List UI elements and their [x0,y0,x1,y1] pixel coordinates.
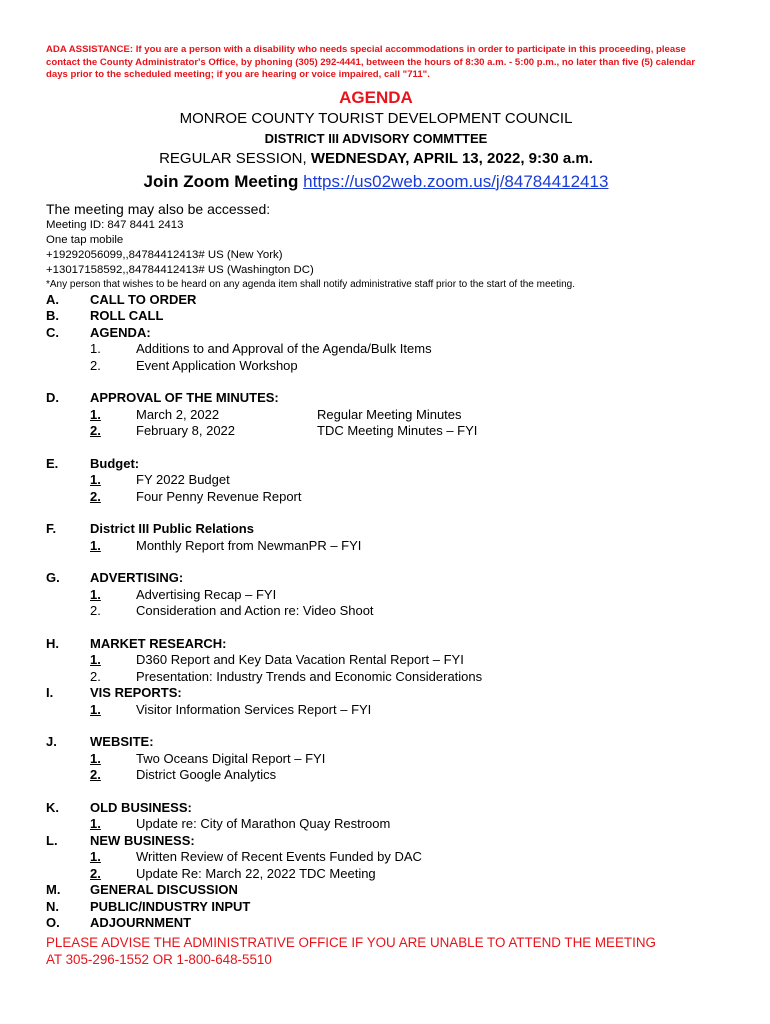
section-agenda [46,325,706,342]
section-title: PUBLIC/INDUSTRY INPUT [90,898,251,914]
item-number: 2. [90,767,101,782]
ada-notice: ADA ASSISTANCE: If you are a person with a disability who needs special accommodations in order to participate in this proceeding, please contact the County Administrator's Office, by phoning (305) 292-4441, between the hours of 8:30 a.m. - 5:00 p.m., no later than five (5) calendar days prior to the scheduled meeting; if you are hearing or voice impaired, call "711". [46,44,696,80]
item-number: 1. [90,537,101,553]
section-title: AGENDA: [90,324,151,340]
footer-line-1: PLEASE ADVISE THE ADMINISTRATIVE OFFICE IF YOU ARE UNABLE TO ATTEND THE MEETING [46,934,656,950]
section-market-research [46,636,706,653]
section-title: CALL TO ORDER [90,291,197,307]
section-title: WEBSITE: [90,734,154,749]
section-title: APPROVAL OF THE MINUTES: [90,390,279,405]
section-letter: G. [46,570,60,585]
section-title: OLD BUSINESS: [90,799,192,815]
footer-notice [46,934,706,968]
list-item [46,587,706,604]
item-text: Four Penny Revenue Report [136,488,302,504]
section-title: ROLL CALL [90,308,164,323]
item-number: 2. [90,865,101,881]
item-text: Update Re: March 22, 2022 TDC Meeting [136,865,376,881]
section-letter: B. [46,308,59,323]
speaker-notice: *Any person that wishes to be heard on any agenda item shall notify administrative staff prior to the start of the meeting. [46,278,575,290]
section-letter: H. [46,635,59,651]
list-item [46,407,706,424]
section-letter: F. [46,521,57,536]
section-letter: J. [46,734,57,749]
item-text: Additions to and Approval of the Agenda/Bulk Items [136,341,432,356]
session-line [46,150,706,168]
list-item [46,816,706,833]
item-number: 1. [90,406,101,422]
section-budget [46,456,706,473]
item-number: 2. [90,488,101,504]
section-letter: O. [46,915,60,930]
section-advertising [46,570,706,587]
section-title: MARKET RESEARCH: [90,635,227,651]
council-name: MONROE COUNTY TOURIST DEVELOPMENT COUNCIL [179,109,573,127]
item-number: 1. [90,849,101,864]
item-number: 1. [90,750,101,766]
list-item [46,358,706,375]
zoom-line [46,171,706,193]
section-adjournment [46,915,706,932]
item-number: 2. [90,603,101,618]
zoom-link[interactable]: https://us02web.zoom.us/j/84784412413 [303,171,609,191]
section-old-business [46,800,706,817]
list-item [46,423,706,440]
section-vis-reports [46,685,706,702]
item-text: Monthly Report from NewmanPR – FYI [136,537,362,553]
meeting-id: Meeting ID: 847 8441 2413 [46,218,184,231]
section-title: GENERAL DISCUSSION [90,882,238,897]
section-title: NEW BUSINESS: [90,832,195,848]
item-text: Two Oceans Digital Report – FYI [136,750,326,766]
phone-new-york: +19292056099,,84784412413# US (New York) [46,248,283,261]
section-letter: K. [46,799,59,815]
section-title: Budget: [90,455,140,471]
item-text: February 8, 2022 [136,423,236,438]
district-name: DISTRICT III ADVISORY COMMTTEE [264,130,488,146]
section-call-to-order [46,292,706,309]
item-number: 1. [90,652,101,667]
item-number: 2. [90,668,101,684]
page-title: AGENDA [339,87,413,107]
list-item [46,767,706,784]
list-item [46,751,706,768]
list-item [46,603,706,620]
item-note: Regular Meeting Minutes [317,406,462,422]
section-public-input [46,899,706,916]
item-number: 1. [90,341,101,356]
session-date: WEDNESDAY, APRIL 13, 2022, 9:30 a.m. [310,149,593,167]
section-letter: C. [46,324,59,340]
list-item [46,489,706,506]
item-number: 1. [90,701,101,717]
list-item [46,866,706,883]
list-item [46,669,706,686]
list-item [46,702,706,719]
section-letter: N. [46,898,59,914]
list-item [46,472,706,489]
item-number: 1. [90,586,101,602]
section-letter: E. [46,455,59,471]
item-text: Consideration and Action re: Video Shoot [136,603,374,618]
item-note: TDC Meeting Minutes – FYI [317,423,478,438]
section-general-discussion [46,882,706,899]
section-approval-of-minutes [46,390,706,407]
item-text: Presentation: Industry Trends and Economic Considerations [136,668,483,684]
session-prefix: REGULAR SESSION, [159,149,311,167]
section-letter: M. [46,882,61,897]
list-item [46,652,706,669]
item-text: Written Review of Recent Events Funded by DAC [136,849,422,864]
section-title: ADJOURNMENT [90,915,192,930]
item-number: 2. [90,357,101,373]
item-number: 1. [90,472,101,487]
item-number: 2. [90,423,101,438]
list-item [46,538,706,555]
item-text: Update re: City of Marathon Quay Restroom [136,816,391,831]
section-new-business [46,833,706,850]
zoom-label: Join Zoom Meeting [143,171,304,191]
agenda-document [46,44,706,968]
item-text: FY 2022 Budget [136,472,230,487]
section-letter: D. [46,390,59,405]
one-tap-label: One tap mobile [46,233,124,246]
section-title: VIS REPORTS: [90,685,182,700]
section-public-relations [46,521,706,538]
list-item [46,341,706,358]
section-letter: I. [46,685,54,700]
section-title: District III Public Relations [90,521,254,536]
item-text: Advertising Recap – FYI [136,586,277,602]
section-title: ADVERTISING: [90,570,184,585]
section-roll-call [46,308,706,325]
item-text: D360 Report and Key Data Vacation Rental Report – FYI [136,652,464,667]
phone-washington: +13017158592,,84784412413# US (Washington DC) [46,263,314,276]
item-text: Visitor Information Services Report – FYI [136,701,372,717]
item-text: March 2, 2022 [136,406,220,422]
list-item [46,849,706,866]
item-text: Event Application Workshop [136,357,298,373]
item-text: District Google Analytics [136,767,277,782]
section-letter: A. [46,291,59,307]
section-letter: L. [46,832,58,848]
item-number: 1. [90,816,101,831]
section-website [46,734,706,751]
access-intro: The meeting may also be accessed: [46,200,271,217]
footer-line-2: AT 305-296-1552 OR 1-800-648-5510 [46,951,272,967]
